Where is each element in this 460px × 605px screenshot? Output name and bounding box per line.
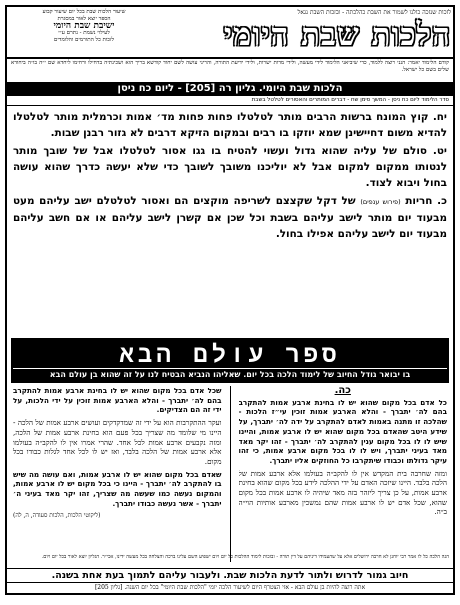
masthead-dedication-box — [9, 9, 159, 44]
right-column — [239, 386, 448, 562]
masthead-left-line: לזכות כל התורמים והלומדים — [53, 37, 115, 43]
column-divider — [230, 386, 231, 562]
book-header — [11, 338, 449, 383]
law-note: (פירוש ענפים) — [360, 198, 401, 206]
book-columns — [7, 383, 453, 562]
masthead-left-line: שיעור הלכות שבת בכל יום שיעור קבוע — [42, 9, 126, 15]
laws-section — [7, 106, 453, 334]
law-paragraph — [13, 193, 447, 242]
law-paragraph — [13, 109, 447, 141]
footer — [7, 554, 453, 593]
footer-bottom-line: אתה רוצה להיות בן עולם הבא - אזי הצטרף היום לשיעור הלכה יומי "הלכות שבת היומי" בכל יום השנה. [גליון 205] — [7, 582, 453, 593]
masthead-yeshiva-name: ישיבת שבת היומי — [53, 21, 115, 31]
book-subtitle: בו יבואר גודל החיוב של לימוד הלכה בכל יום. שאליהו הנביא הבטיח לנו על זה שהוא בן עולם הבא — [13, 368, 447, 381]
column-paragraph: ומזה שחרבה בית המקדש אין לו להקב״ה בעולמו אלא ארבע אמות של הלכה בלבד. היינו שיזכה האדם על ידי ההלכה לידע בכל מקום שהוא בחינת ארבע אמות, על כן צריך ליזהר בזה מאד שיהיה לו ארבע אמות בכל מקום שהוא, שכל אדם יש לו ארבע אמות שהם נמשכין מארבע אותיות הוי״ה ב״ה. — [238, 468, 447, 517]
newsletter-title: הלכות שבת היומי — [223, 17, 451, 53]
column-paragraph: כל אדם בכל מקום שהוא יש לו בחינת ארבע אמות להתקרב בהם לה׳ יתברך - והלא הארבע אמות זוכין עי״ז הלכות - שהלכה זו מתנה באמות לאדם להתקרב על ידה לה׳ יתברך, על שידע היטב שהאדם בכל מקום שהוא יש לו ארבע אמות, והיינו שיש לו לו בכל מקום ענין להתקרב לה׳ יתברך - זהו יקר מאד מאד בעיני יתברך, ויש לו לו בכל מקום ארבע אמות, כי זהו עיקר גדולתו וכבודו שיתקרבו כל החוזקים אליו יתברך. — [238, 397, 447, 465]
column-paragraph: שכל אדם בכל מקום שהוא יש לו בחינת ארבע אמות להתקרב בהם לה׳ יתברך - והלא הארבע אמות זוכין על ידי הלכות, על ידי זה הם הצדיקים. — [13, 386, 222, 415]
column-paragraph: שאדם בכל מקום שהוא יש לו ארבע אמות, ואם עושה מה שיש בו להתקרב לה׳ יתברך - היינו כי בכל מקום יש לו ארבע אמות, והמקום נעשה כמו שעשה מה שצריך, זהו יקר מאד בעיני ה׳ יתברך - אשר נעשה כבודו יתברך. — [13, 469, 222, 508]
newsletter-page — [5, 5, 455, 595]
law-text: יח. קוץ המונח ברשות הרבים מותר לטלטלו פחות פחות מד׳ אמות וכרמלית מותר לטלטלו להדיא משום דחיישינן שמא יוזקו בו רבים ובמקום הזיקא דרבים לא גזור רבנן שבות. — [13, 111, 447, 139]
left-column — [13, 386, 222, 562]
law-text: יט. סולם של עליה שהוא גדול ועשוי להטיח בו גגו אסור לטלטלו אבל של שובך מותר לנטותו ממקום למקום אבל לא יוליכנו משובך לשובך כדי שלא יעשה כדרך שהוא עושה בחול ויבוא לצוד. — [13, 145, 447, 189]
column-paragraph: ועקר ההתקרבות הוא על ידי זה שמדקדקים ועושים ארבע אמות של הלכה - היינו מי שלומד מה שצריך בכל פעם הוא בחינת ארבע אמות של הלכה, ומזה נקבעים ארבע אמות לכל אחד. שהרי אמרו אין לו להקב״ה בעולמו אלא ארבע אמות של הלכה בלבד, ואז יש לו לכל אחד לגלות כבודו בכל מקום. — [13, 418, 222, 466]
law-text: כ. חריות — [405, 195, 447, 207]
section-heading: כה. — [334, 386, 351, 396]
source-citation: (ליקוטי הלכות, הלכות סעודה, ה, לה) — [13, 512, 101, 520]
footer-slogan: חיוב גמור לדרוש ולתור לדעת הלכות שבת. ולעבור עליהם לתמוך בעת אחת בשנה. — [7, 568, 453, 582]
law-paragraph — [13, 143, 447, 191]
footer-notice: הגה הלכה כל לו אמר רבי יוחנן לא חרבה ירושלים אלא על שהעמידו דיניהם על דין תורה - ובזכות לימוד ההלכות כל יום ויום ישפיע השם עלינו ברכה והצלחה בכל מעשה ידינו, אכי״ר. הגליון יוצא לאור בכל יום ויום. — [41, 554, 449, 560]
masthead-left-line: הספר יוצא לאור במסגרת — [57, 16, 111, 22]
issue-bar: הלכות שבת היומי. גליון רה [205] - ליום כח ניסן — [7, 82, 453, 96]
study-order-bar: סדר הלימוד ליום כח ניסן - המשך סימן שח - דברים המותרים והאסורים לטלטל בשבת — [7, 96, 453, 106]
masthead-left-line: לעילוי נשמת - נתרם ע״י — [58, 30, 110, 36]
masthead-title-area — [166, 9, 451, 53]
law-text: של דקל שקצצם לשריפה מוקצים הם ואסור לטלטלם ישב עליהם מעט מבעוד יום מותר לישב עליהם בשבת וכל שכן אם קשרן לישב עליהם או אם חשב עליהם מבעוד יום לישב עליהם אפילו בחול. — [13, 195, 447, 240]
book-title: ספר עולם הבא — [119, 340, 341, 368]
masthead — [7, 7, 453, 59]
intro-prayer: קודם הלימוד יאמר: הנני רוצה ללמוד, כדי שיביאני הלימוד לידי מעשה, ולידי מדות ישרות, ולידי ידיעת התורה, והריני עושה לשם יחוד קודשא בריך הוא ושכינתיה בדחילו ורחימו ליחדא שם י״ה בו״ה ביחודא שלים בשם כל ישראל. — [11, 60, 449, 73]
masthead-dedication: לזכות שנזכה כולנו לשמור את השבת כהלכתה - ובזכות השבת נגאל — [297, 9, 451, 16]
